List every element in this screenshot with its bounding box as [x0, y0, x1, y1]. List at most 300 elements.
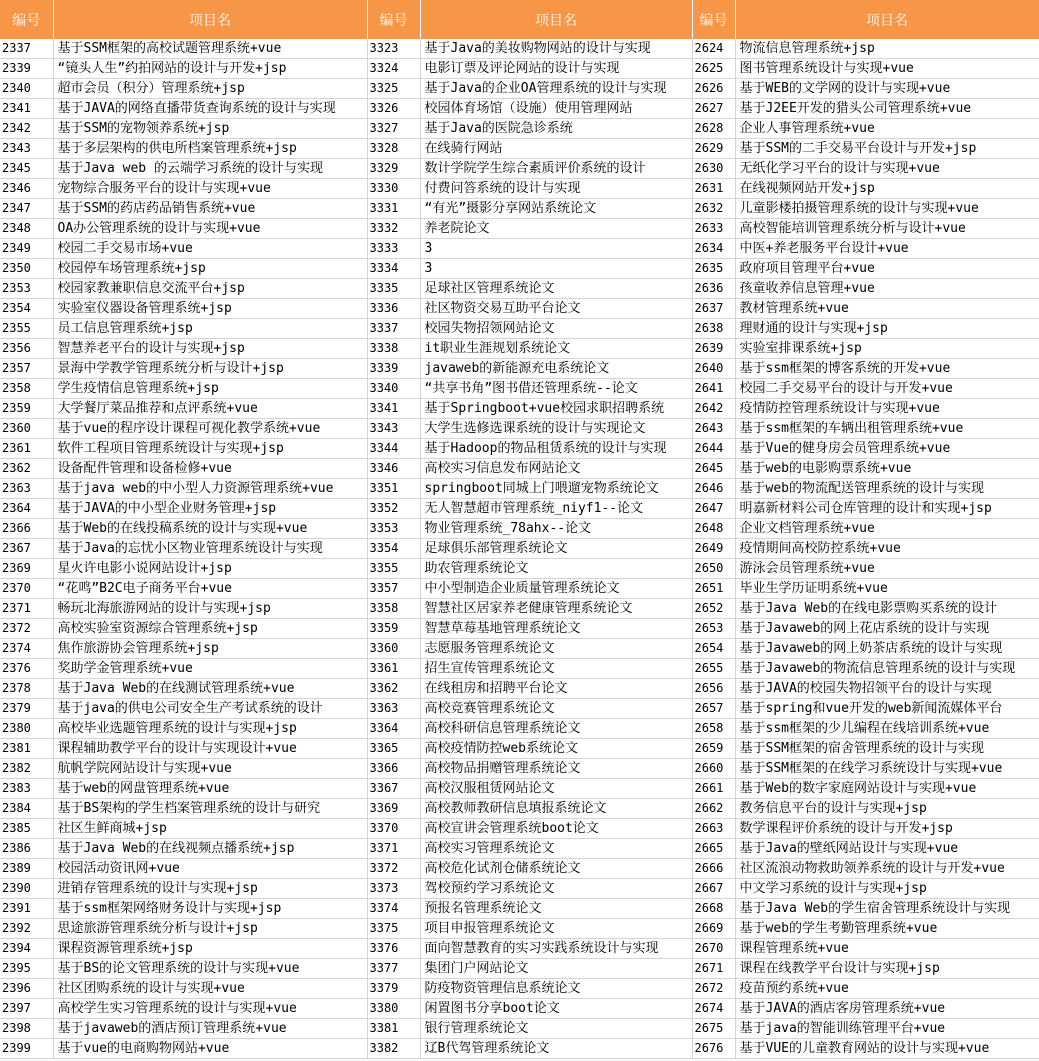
cell-id-1[interactable]: 2371: [0, 599, 53, 619]
cell-name-3[interactable]: 社区流浪动物救助领养系统的设计与开发+vue: [735, 859, 1039, 879]
cell-id-3[interactable]: 2635: [692, 259, 735, 279]
cell-id-3[interactable]: 2630: [692, 159, 735, 179]
cell-id-1[interactable]: 2383: [0, 779, 53, 799]
cell-name-3[interactable]: 基于JAVA的酒店客房管理系统+vue: [735, 999, 1039, 1019]
cell-id-1[interactable]: 2390: [0, 879, 53, 899]
cell-id-3[interactable]: 2674: [692, 999, 735, 1019]
cell-name-1[interactable]: 基于vue的电商购物网站+vue: [53, 1039, 367, 1059]
cell-id-2[interactable]: 3358: [367, 599, 420, 619]
cell-name-3[interactable]: 无纸化学习平台的设计与实现+vue: [735, 159, 1039, 179]
cell-id-1[interactable]: 2369: [0, 559, 53, 579]
cell-id-3[interactable]: 2625: [692, 59, 735, 79]
cell-name-2[interactable]: 预报名管理系统论文: [420, 899, 692, 919]
cell-id-3[interactable]: 2637: [692, 299, 735, 319]
cell-id-2[interactable]: 3333: [367, 239, 420, 259]
cell-id-3[interactable]: 2646: [692, 479, 735, 499]
cell-id-2[interactable]: 3328: [367, 139, 420, 159]
cell-id-1[interactable]: 2396: [0, 979, 53, 999]
cell-id-2[interactable]: 3340: [367, 379, 420, 399]
cell-id-2[interactable]: 3369: [367, 799, 420, 819]
cell-id-2[interactable]: 3365: [367, 739, 420, 759]
header-name-3[interactable]: 项目名: [735, 0, 1039, 39]
cell-name-3[interactable]: 基于Web的数字家庭网站设计与实现+vue: [735, 779, 1039, 799]
cell-name-3[interactable]: 校园二手交易平台的设计与开发+vue: [735, 379, 1039, 399]
cell-id-2[interactable]: 3357: [367, 579, 420, 599]
cell-id-3[interactable]: 2666: [692, 859, 735, 879]
cell-id-3[interactable]: 2639: [692, 339, 735, 359]
cell-id-2[interactable]: 3341: [367, 399, 420, 419]
cell-id-3[interactable]: 2648: [692, 519, 735, 539]
cell-id-1[interactable]: 2382: [0, 759, 53, 779]
cell-id-1[interactable]: 2350: [0, 259, 53, 279]
cell-id-3[interactable]: 2671: [692, 959, 735, 979]
cell-name-2[interactable]: 养老院论文: [420, 219, 692, 239]
cell-name-1[interactable]: 员工信息管理系统+jsp: [53, 319, 367, 339]
cell-name-3[interactable]: 物流信息管理系统+jsp: [735, 39, 1039, 59]
cell-name-1[interactable]: 基于JAVA的网络直播带货查询系统的设计与实现: [53, 99, 367, 119]
cell-name-2[interactable]: 高校宣讲会管理系统boot论文: [420, 819, 692, 839]
cell-id-2[interactable]: 3367: [367, 779, 420, 799]
cell-id-2[interactable]: 3362: [367, 679, 420, 699]
cell-name-1[interactable]: 学生疫情信息管理系统+jsp: [53, 379, 367, 399]
cell-name-3[interactable]: 基于web的电影购票系统+vue: [735, 459, 1039, 479]
cell-id-2[interactable]: 3366: [367, 759, 420, 779]
cell-name-2[interactable]: 智慧草莓基地管理系统论文: [420, 619, 692, 639]
cell-name-2[interactable]: 高校疫情防控web系统论文: [420, 739, 692, 759]
cell-id-3[interactable]: 2669: [692, 919, 735, 939]
cell-id-2[interactable]: 3334: [367, 259, 420, 279]
cell-name-1[interactable]: OA办公管理系统的设计与实现+vue: [53, 219, 367, 239]
cell-name-3[interactable]: 基于Javaweb的网上花店系统的设计与实现: [735, 619, 1039, 639]
cell-name-2[interactable]: 在线租房和招聘平台论文: [420, 679, 692, 699]
cell-id-2[interactable]: 3360: [367, 639, 420, 659]
cell-name-2[interactable]: 高校实习管理系统论文: [420, 839, 692, 859]
cell-name-1[interactable]: 基于BS架构的学生档案管理系统的设计与研究: [53, 799, 367, 819]
cell-name-1[interactable]: 基于java web的中小型人力资源管理系统+vue: [53, 479, 367, 499]
cell-name-3[interactable]: 课程在线教学平台设计与实现+jsp: [735, 959, 1039, 979]
cell-name-2[interactable]: 大学生选修选课系统的设计与实现论文: [420, 419, 692, 439]
header-id-1[interactable]: 编号: [0, 0, 53, 39]
cell-name-3[interactable]: 基于ssm框架的博客系统的开发+vue: [735, 359, 1039, 379]
cell-name-1[interactable]: 基于Java Web的在线视频点播系统+jsp: [53, 839, 367, 859]
cell-name-2[interactable]: 银行管理系统论文: [420, 1019, 692, 1039]
cell-id-2[interactable]: 3351: [367, 479, 420, 499]
cell-id-1[interactable]: 2379: [0, 699, 53, 719]
cell-id-3[interactable]: 2675: [692, 1019, 735, 1039]
cell-name-1[interactable]: 基于Java Web的在线测试管理系统+vue: [53, 679, 367, 699]
cell-id-1[interactable]: 2366: [0, 519, 53, 539]
cell-id-3[interactable]: 2636: [692, 279, 735, 299]
cell-name-3[interactable]: 儿童影楼拍摄管理系统的设计与实现+vue: [735, 199, 1039, 219]
cell-id-1[interactable]: 2385: [0, 819, 53, 839]
cell-name-1[interactable]: 航帆学院网站设计与实现+vue: [53, 759, 367, 779]
cell-id-3[interactable]: 2633: [692, 219, 735, 239]
cell-id-1[interactable]: 2380: [0, 719, 53, 739]
cell-id-3[interactable]: 2668: [692, 899, 735, 919]
cell-name-3[interactable]: 基于Java Web的学生宿舍管理系统设计与实现: [735, 899, 1039, 919]
cell-name-1[interactable]: 高校学生实习管理系统的设计与实现+vue: [53, 999, 367, 1019]
cell-name-3[interactable]: 中文学习系统的设计与实现+jsp: [735, 879, 1039, 899]
cell-name-2[interactable]: 3: [420, 239, 692, 259]
cell-name-2[interactable]: 闲置图书分享boot论文: [420, 999, 692, 1019]
cell-name-1[interactable]: “花鸣”B2C电子商务平台+vue: [53, 579, 367, 599]
cell-id-1[interactable]: 2357: [0, 359, 53, 379]
cell-id-2[interactable]: 3377: [367, 959, 420, 979]
cell-id-1[interactable]: 2354: [0, 299, 53, 319]
cell-name-3[interactable]: 基于Java的壁纸网站设计与实现+vue: [735, 839, 1039, 859]
cell-name-2[interactable]: 数计学院学生综合素质评价系统的设计: [420, 159, 692, 179]
cell-name-1[interactable]: 基于BS的论文管理系统的设计与实现+vue: [53, 959, 367, 979]
cell-name-1[interactable]: 大学餐厅菜品推荐和点评系统+vue: [53, 399, 367, 419]
cell-name-3[interactable]: 企业文档管理系统+vue: [735, 519, 1039, 539]
cell-name-2[interactable]: 集团门户网站论文: [420, 959, 692, 979]
cell-name-1[interactable]: 基于Web的在线投稿系统的设计与实现+vue: [53, 519, 367, 539]
cell-id-1[interactable]: 2347: [0, 199, 53, 219]
cell-name-1[interactable]: 校园停车场管理系统+jsp: [53, 259, 367, 279]
cell-name-2[interactable]: springboot同城上门喂遛宠物系统论文: [420, 479, 692, 499]
cell-id-3[interactable]: 2657: [692, 699, 735, 719]
cell-id-2[interactable]: 3363: [367, 699, 420, 719]
cell-name-1[interactable]: 超市会员（积分）管理系统+jsp: [53, 79, 367, 99]
cell-name-2[interactable]: 足球俱乐部管理系统论文: [420, 539, 692, 559]
cell-id-2[interactable]: 3373: [367, 879, 420, 899]
cell-name-1[interactable]: 基于SSM框架的高校试题管理系统+vue: [53, 39, 367, 59]
cell-id-1[interactable]: 2353: [0, 279, 53, 299]
cell-id-2[interactable]: 3359: [367, 619, 420, 639]
cell-name-1[interactable]: 基于Java web 的云端学习系统的设计与实现: [53, 159, 367, 179]
cell-id-1[interactable]: 2349: [0, 239, 53, 259]
cell-name-1[interactable]: 校园家教兼职信息交流平台+jsp: [53, 279, 367, 299]
cell-id-1[interactable]: 2381: [0, 739, 53, 759]
cell-id-2[interactable]: 3325: [367, 79, 420, 99]
cell-name-2[interactable]: 项目申报管理系统论文: [420, 919, 692, 939]
cell-name-1[interactable]: 基于vue的程序设计课程可视化教学系统+vue: [53, 419, 367, 439]
cell-name-1[interactable]: 星火许电影小说网站设计+jsp: [53, 559, 367, 579]
cell-name-1[interactable]: 思途旅游管理系统分析与设计+jsp: [53, 919, 367, 939]
cell-name-3[interactable]: 基于web的物流配送管理系统的设计与实现: [735, 479, 1039, 499]
cell-name-3[interactable]: 基于SSM的二手交易平台设计与开发+jsp: [735, 139, 1039, 159]
cell-name-2[interactable]: 高校汉服租赁网站论文: [420, 779, 692, 799]
cell-id-2[interactable]: 3324: [367, 59, 420, 79]
cell-id-1[interactable]: 2342: [0, 119, 53, 139]
cell-name-1[interactable]: 社区团购系统的设计与实现+vue: [53, 979, 367, 999]
cell-id-1[interactable]: 2398: [0, 1019, 53, 1039]
cell-id-3[interactable]: 2624: [692, 39, 735, 59]
cell-name-2[interactable]: 高校竞赛管理系统论文: [420, 699, 692, 719]
cell-id-3[interactable]: 2645: [692, 459, 735, 479]
cell-name-1[interactable]: 基于JAVA的中小型企业财务管理+jsp: [53, 499, 367, 519]
cell-name-2[interactable]: 助农管理系统论文: [420, 559, 692, 579]
cell-id-2[interactable]: 3327: [367, 119, 420, 139]
cell-id-3[interactable]: 2641: [692, 379, 735, 399]
cell-name-3[interactable]: 疫情期间高校防控系统+vue: [735, 539, 1039, 559]
cell-name-1[interactable]: 软件工程项目管理系统设计与实现+jsp: [53, 439, 367, 459]
cell-id-1[interactable]: 2394: [0, 939, 53, 959]
cell-id-1[interactable]: 2376: [0, 659, 53, 679]
cell-id-3[interactable]: 2652: [692, 599, 735, 619]
cell-name-3[interactable]: 基于J2EE开发的猎头公司管理系统+vue: [735, 99, 1039, 119]
cell-name-2[interactable]: 基于Java的企业OA管理系统的设计与实现: [420, 79, 692, 99]
cell-name-1[interactable]: “镜头人生”约拍网站的设计与开发+jsp: [53, 59, 367, 79]
cell-name-2[interactable]: 电影订票及评论网站的设计与实现: [420, 59, 692, 79]
cell-id-1[interactable]: 2345: [0, 159, 53, 179]
cell-id-3[interactable]: 2642: [692, 399, 735, 419]
cell-id-3[interactable]: 2672: [692, 979, 735, 999]
cell-id-2[interactable]: 3344: [367, 439, 420, 459]
cell-name-3[interactable]: 基于JAVA的校园失物招领平台的设计与实现: [735, 679, 1039, 699]
cell-name-2[interactable]: 校园体育场馆（设施）使用管理网站: [420, 99, 692, 119]
cell-id-3[interactable]: 2632: [692, 199, 735, 219]
cell-id-3[interactable]: 2676: [692, 1039, 735, 1059]
cell-id-1[interactable]: 2374: [0, 639, 53, 659]
cell-name-2[interactable]: 无人智慧超市管理系统_niyf1--论文: [420, 499, 692, 519]
cell-name-3[interactable]: 毕业生学历证明系统+vue: [735, 579, 1039, 599]
cell-id-3[interactable]: 2665: [692, 839, 735, 859]
cell-id-2[interactable]: 3346: [367, 459, 420, 479]
cell-name-1[interactable]: 基于web的网盘管理系统+vue: [53, 779, 367, 799]
cell-name-1[interactable]: 畅玩北海旅游网站的设计与实现+jsp: [53, 599, 367, 619]
cell-name-1[interactable]: 奖助学金管理系统+vue: [53, 659, 367, 679]
cell-id-3[interactable]: 2663: [692, 819, 735, 839]
cell-name-3[interactable]: 孩童收养信息管理+vue: [735, 279, 1039, 299]
cell-id-3[interactable]: 2655: [692, 659, 735, 679]
cell-name-3[interactable]: 基于ssm框架的少儿编程在线培训系统+vue: [735, 719, 1039, 739]
header-name-1[interactable]: 项目名: [53, 0, 367, 39]
header-name-2[interactable]: 项目名: [420, 0, 692, 39]
cell-name-2[interactable]: 高校物品捐赠管理系统论文: [420, 759, 692, 779]
cell-id-3[interactable]: 2643: [692, 419, 735, 439]
cell-id-3[interactable]: 2638: [692, 319, 735, 339]
cell-name-1[interactable]: 基于Java的忘忧小区物业管理系统设计与实现: [53, 539, 367, 559]
cell-name-3[interactable]: 基于Vue的健身房会员管理系统+vue: [735, 439, 1039, 459]
cell-name-1[interactable]: 校园二手交易市场+vue: [53, 239, 367, 259]
cell-name-1[interactable]: 基于ssm框架网络财务设计与实现+jsp: [53, 899, 367, 919]
cell-name-3[interactable]: 企业人事管理系统+vue: [735, 119, 1039, 139]
cell-id-2[interactable]: 3329: [367, 159, 420, 179]
cell-id-2[interactable]: 3382: [367, 1039, 420, 1059]
cell-id-3[interactable]: 2651: [692, 579, 735, 599]
cell-name-1[interactable]: 社区生鲜商城+jsp: [53, 819, 367, 839]
cell-id-3[interactable]: 2634: [692, 239, 735, 259]
cell-id-3[interactable]: 2670: [692, 939, 735, 959]
cell-id-1[interactable]: 2360: [0, 419, 53, 439]
cell-name-2[interactable]: 驾校预约学习系统论文: [420, 879, 692, 899]
cell-name-3[interactable]: 高校智能培训管理系统分析与设计+vue: [735, 219, 1039, 239]
cell-name-1[interactable]: 实验室仪器设备管理系统+jsp: [53, 299, 367, 319]
cell-name-3[interactable]: 政府项目管理平台+vue: [735, 259, 1039, 279]
cell-id-1[interactable]: 2339: [0, 59, 53, 79]
cell-id-2[interactable]: 3353: [367, 519, 420, 539]
cell-name-3[interactable]: 基于Javaweb的物流信息管理系统的设计与实现: [735, 659, 1039, 679]
cell-id-3[interactable]: 2649: [692, 539, 735, 559]
cell-id-3[interactable]: 2629: [692, 139, 735, 159]
cell-id-2[interactable]: 3364: [367, 719, 420, 739]
cell-name-3[interactable]: 在线视频网站开发+jsp: [735, 179, 1039, 199]
cell-id-2[interactable]: 3338: [367, 339, 420, 359]
cell-id-2[interactable]: 3375: [367, 919, 420, 939]
cell-name-3[interactable]: 基于java的智能训练管理平台+vue: [735, 1019, 1039, 1039]
cell-id-3[interactable]: 2647: [692, 499, 735, 519]
cell-name-3[interactable]: 教材管理系统+vue: [735, 299, 1039, 319]
cell-name-2[interactable]: 高校实习信息发布网站论文: [420, 459, 692, 479]
cell-id-2[interactable]: 3376: [367, 939, 420, 959]
cell-id-1[interactable]: 2399: [0, 1039, 53, 1059]
cell-id-1[interactable]: 2397: [0, 999, 53, 1019]
cell-id-1[interactable]: 2367: [0, 539, 53, 559]
header-id-3[interactable]: 编号: [692, 0, 735, 39]
cell-id-2[interactable]: 3343: [367, 419, 420, 439]
cell-name-2[interactable]: 在线骑行网站: [420, 139, 692, 159]
cell-name-3[interactable]: 基于web的学生考勤管理系统+vue: [735, 919, 1039, 939]
cell-id-1[interactable]: 2392: [0, 919, 53, 939]
cell-name-3[interactable]: 基于VUE的儿童教育网站的设计与实现+vue: [735, 1039, 1039, 1059]
cell-id-1[interactable]: 2391: [0, 899, 53, 919]
cell-name-3[interactable]: 基于SSM框架的在线学习系统设计与实现+vue: [735, 759, 1039, 779]
cell-name-1[interactable]: 基于javaweb的酒店预订管理系统+vue: [53, 1019, 367, 1039]
cell-id-3[interactable]: 2661: [692, 779, 735, 799]
cell-id-2[interactable]: 3337: [367, 319, 420, 339]
cell-id-3[interactable]: 2656: [692, 679, 735, 699]
cell-name-3[interactable]: 基于spring和vue开发的web新闻流媒体平台: [735, 699, 1039, 719]
cell-id-1[interactable]: 2372: [0, 619, 53, 639]
cell-id-2[interactable]: 3379: [367, 979, 420, 999]
cell-id-1[interactable]: 2341: [0, 99, 53, 119]
cell-name-1[interactable]: 课程资源管理系统+jsp: [53, 939, 367, 959]
cell-name-2[interactable]: 物业管理系统_78ahx--论文: [420, 519, 692, 539]
cell-name-1[interactable]: 宠物综合服务平台的设计与实现+vue: [53, 179, 367, 199]
header-id-2[interactable]: 编号: [367, 0, 420, 39]
cell-name-2[interactable]: 基于Java的美妆购物网站的设计与实现: [420, 39, 692, 59]
cell-id-1[interactable]: 2363: [0, 479, 53, 499]
cell-id-1[interactable]: 2343: [0, 139, 53, 159]
cell-id-3[interactable]: 2658: [692, 719, 735, 739]
cell-name-1[interactable]: 高校实验室资源综合管理系统+jsp: [53, 619, 367, 639]
cell-id-3[interactable]: 2644: [692, 439, 735, 459]
cell-id-1[interactable]: 2395: [0, 959, 53, 979]
cell-name-2[interactable]: 高校教师教研信息填报系统论文: [420, 799, 692, 819]
cell-id-3[interactable]: 2640: [692, 359, 735, 379]
cell-name-3[interactable]: 实验室排课系统+jsp: [735, 339, 1039, 359]
cell-name-2[interactable]: 足球社区管理系统论文: [420, 279, 692, 299]
cell-name-3[interactable]: 游泳会员管理系统+vue: [735, 559, 1039, 579]
cell-name-2[interactable]: 高校科研信息管理系统论文: [420, 719, 692, 739]
cell-name-3[interactable]: 基于WEB的文学网的设计与实现+vue: [735, 79, 1039, 99]
cell-id-1[interactable]: 2389: [0, 859, 53, 879]
cell-name-2[interactable]: 志愿服务管理系统论文: [420, 639, 692, 659]
cell-id-2[interactable]: 3381: [367, 1019, 420, 1039]
cell-name-2[interactable]: 智慧社区居家养老健康管理系统论文: [420, 599, 692, 619]
cell-name-2[interactable]: 基于Java的医院急诊系统: [420, 119, 692, 139]
cell-name-3[interactable]: 中医+养老服务平台设计+vue: [735, 239, 1039, 259]
cell-id-1[interactable]: 2340: [0, 79, 53, 99]
cell-name-1[interactable]: 基于SSM的宠物领养系统+jsp: [53, 119, 367, 139]
cell-name-2[interactable]: 3: [420, 259, 692, 279]
cell-name-3[interactable]: 基于Java Web的在线电影票购买系统的设计: [735, 599, 1039, 619]
cell-id-1[interactable]: 2378: [0, 679, 53, 699]
cell-id-1[interactable]: 2361: [0, 439, 53, 459]
cell-name-2[interactable]: 付费问答系统的设计与实现: [420, 179, 692, 199]
cell-id-1[interactable]: 2337: [0, 39, 53, 59]
cell-id-3[interactable]: 2659: [692, 739, 735, 759]
cell-id-1[interactable]: 2355: [0, 319, 53, 339]
cell-name-2[interactable]: 社区物资交易互助平台论文: [420, 299, 692, 319]
cell-name-1[interactable]: 基于多层架构的供电所档案管理系统+jsp: [53, 139, 367, 159]
cell-name-3[interactable]: 基于ssm框架的车辆出租管理系统+vue: [735, 419, 1039, 439]
cell-id-1[interactable]: 2364: [0, 499, 53, 519]
cell-id-2[interactable]: 3326: [367, 99, 420, 119]
cell-name-2[interactable]: 防疫物资管理信息系统论文: [420, 979, 692, 999]
cell-name-2[interactable]: 面向智慧教育的实习实践系统设计与实现: [420, 939, 692, 959]
cell-id-2[interactable]: 3371: [367, 839, 420, 859]
cell-id-3[interactable]: 2667: [692, 879, 735, 899]
cell-name-1[interactable]: 焦作旅游协会管理系统+jsp: [53, 639, 367, 659]
cell-id-2[interactable]: 3361: [367, 659, 420, 679]
cell-id-2[interactable]: 3355: [367, 559, 420, 579]
cell-name-3[interactable]: 理财通的设计与实现+jsp: [735, 319, 1039, 339]
cell-id-1[interactable]: 2359: [0, 399, 53, 419]
cell-name-1[interactable]: 景海中学教学管理系统分析与设计+jsp: [53, 359, 367, 379]
cell-id-2[interactable]: 3339: [367, 359, 420, 379]
cell-id-1[interactable]: 2362: [0, 459, 53, 479]
cell-name-2[interactable]: javaweb的新能源充电系统论文: [420, 359, 692, 379]
cell-name-2[interactable]: 高校危化试剂仓储系统论文: [420, 859, 692, 879]
cell-id-2[interactable]: 3374: [367, 899, 420, 919]
cell-name-3[interactable]: 明嘉新材料公司仓库管理的设计和实现+jsp: [735, 499, 1039, 519]
cell-name-3[interactable]: 课程管理系统+vue: [735, 939, 1039, 959]
cell-name-2[interactable]: 校园失物招领网站论文: [420, 319, 692, 339]
cell-id-3[interactable]: 2654: [692, 639, 735, 659]
cell-name-2[interactable]: 招生宣传管理系统论文: [420, 659, 692, 679]
cell-id-2[interactable]: 3323: [367, 39, 420, 59]
cell-name-1[interactable]: 基于SSM的药店药品销售系统+vue: [53, 199, 367, 219]
cell-id-1[interactable]: 2348: [0, 219, 53, 239]
cell-id-3[interactable]: 2627: [692, 99, 735, 119]
cell-id-2[interactable]: 3335: [367, 279, 420, 299]
cell-id-2[interactable]: 3380: [367, 999, 420, 1019]
cell-id-2[interactable]: 3354: [367, 539, 420, 559]
cell-id-2[interactable]: 3336: [367, 299, 420, 319]
cell-id-1[interactable]: 2346: [0, 179, 53, 199]
cell-id-2[interactable]: 3352: [367, 499, 420, 519]
cell-name-1[interactable]: 智慧养老平台的设计与实现+jsp: [53, 339, 367, 359]
cell-name-1[interactable]: 高校毕业选题管理系统的设计与实现+jsp: [53, 719, 367, 739]
cell-id-3[interactable]: 2628: [692, 119, 735, 139]
cell-id-3[interactable]: 2650: [692, 559, 735, 579]
cell-name-1[interactable]: 课程辅助教学平台的设计与实现设计+vue: [53, 739, 367, 759]
cell-id-3[interactable]: 2631: [692, 179, 735, 199]
cell-id-1[interactable]: 2358: [0, 379, 53, 399]
cell-name-1[interactable]: 设备配件管理和设备检修+vue: [53, 459, 367, 479]
cell-name-3[interactable]: 基于Javaweb的网上奶茶店系统的设计与实现: [735, 639, 1039, 659]
cell-name-2[interactable]: “有光”摄影分享网站系统论文: [420, 199, 692, 219]
cell-id-2[interactable]: 3330: [367, 179, 420, 199]
cell-id-2[interactable]: 3372: [367, 859, 420, 879]
cell-name-2[interactable]: it职业生涯规划系统论文: [420, 339, 692, 359]
cell-name-2[interactable]: “共享书角”图书借还管理系统--论文: [420, 379, 692, 399]
cell-id-2[interactable]: 3332: [367, 219, 420, 239]
cell-id-3[interactable]: 2653: [692, 619, 735, 639]
cell-id-2[interactable]: 3331: [367, 199, 420, 219]
cell-id-3[interactable]: 2660: [692, 759, 735, 779]
cell-name-3[interactable]: 疫苗预约系统+vue: [735, 979, 1039, 999]
cell-id-3[interactable]: 2662: [692, 799, 735, 819]
cell-id-1[interactable]: 2384: [0, 799, 53, 819]
cell-name-2[interactable]: 中小型制造企业质量管理系统论文: [420, 579, 692, 599]
cell-name-1[interactable]: 校园活动资讯网+vue: [53, 859, 367, 879]
cell-id-1[interactable]: 2356: [0, 339, 53, 359]
cell-name-3[interactable]: 疫情防控管理系统设计与实现+vue: [735, 399, 1039, 419]
cell-name-2[interactable]: 辽B代驾管理系统论文: [420, 1039, 692, 1059]
